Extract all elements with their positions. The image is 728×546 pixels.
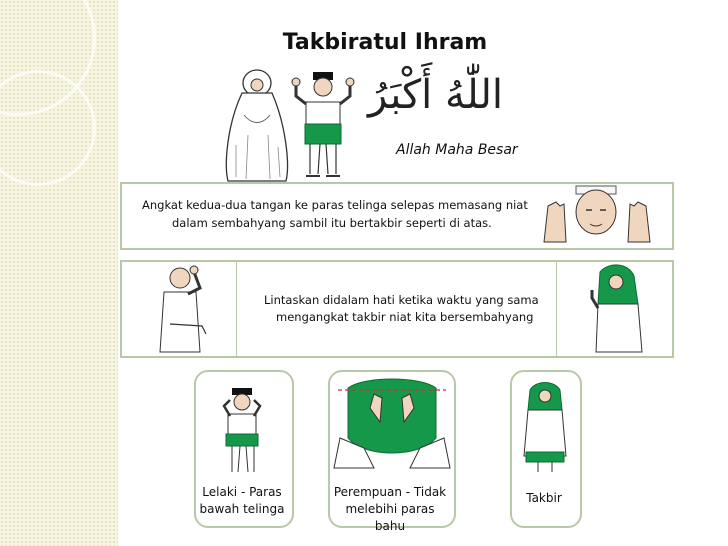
step2-line1: Lintaskan didalam hati ketika waktu yang sama xyxy=(264,293,539,307)
card-perempuan-line2: melebihi paras bahu xyxy=(345,502,435,533)
card-lelaki-line1: Lelaki - Paras xyxy=(202,485,282,499)
man-hands-below-ears-illustration xyxy=(218,388,268,478)
takbir-meaning: Allah Maha Besar xyxy=(396,142,518,158)
step1-line1: Angkat kedua-dua tangan ke paras telinga selepas memasang niat xyxy=(142,198,528,212)
man-side-hand-ear-illustration xyxy=(150,264,220,354)
woman-side-green-illustration xyxy=(590,264,650,354)
card-perempuan-line1: Perempuan - Tidak xyxy=(333,485,447,499)
woman-takbir-green-illustration xyxy=(520,380,570,474)
step2-divider-right xyxy=(556,262,557,356)
side-decoration xyxy=(0,0,118,546)
face-hands-raised-illustration xyxy=(542,186,652,244)
deco-circle xyxy=(0,70,96,186)
man-takbir-illustration xyxy=(288,72,358,182)
card-takbir-line1: Takbir xyxy=(526,491,562,505)
woman-hands-shoulder-illustration xyxy=(334,378,450,472)
card-lelaki-line2: bawah telinga xyxy=(199,502,285,516)
page-title: Takbiratul Ihram xyxy=(282,30,488,55)
step2-line2: mengangkat takbir niat kita bersembahyang xyxy=(276,310,534,324)
step2-divider-left xyxy=(236,262,237,356)
woman-praying-illustration xyxy=(222,65,292,185)
step1-line2: dalam sembahyang sambil itu bertakbir seperti di atas. xyxy=(172,216,492,230)
arabic-takbir-text: اللّٰهُ أَكْبَرُ xyxy=(368,72,503,118)
